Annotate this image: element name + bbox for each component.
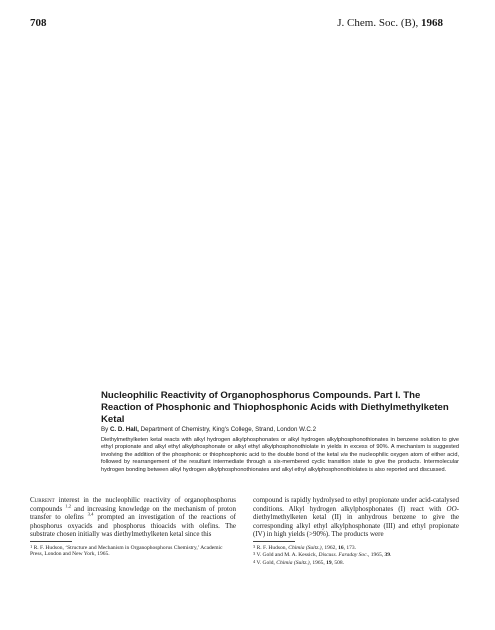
body-column-right <box>253 496 459 566</box>
footnote-pages: . <box>389 552 392 559</box>
footnote-number: 3 <box>253 551 256 557</box>
footnote-number: 4 <box>253 558 256 564</box>
body-text: prompted an investigation of the reactions of phosphorus oxyacids and phosphorus thioacids with olefins. The substrate chosen initially was diethylmethylketen ketal since this <box>30 513 237 538</box>
footnote-year: , 1965, <box>367 552 385 559</box>
footnote-author: V. Gold and M. A. Kessick, <box>256 552 319 559</box>
footnote-journal: Chimia (Suitz.) <box>276 559 310 566</box>
footnote-journal: Chimia (Suitz.) <box>288 544 322 551</box>
journal-reference <box>337 17 443 29</box>
footnote-number: 1 <box>30 543 33 549</box>
footnote-volume: 19 <box>326 559 332 566</box>
footnote-pages: , 173. <box>343 544 356 551</box>
footnote-year: , 1965, <box>309 559 327 566</box>
author-affiliation: Department of Chemistry, King's College, Strand, London W.C.2 <box>140 426 317 433</box>
continuation-paragraph <box>253 496 459 539</box>
italic-oo: OO <box>446 504 457 513</box>
journal-year: 1968 <box>421 17 443 29</box>
body-column-left <box>30 496 236 558</box>
reference-marker: 3,4 <box>87 511 94 517</box>
body-text: compound is rapidly hydrolysed to ethyl propionate under acid-catalysed conditions. Alkyl hydrogen alkylphosphonates (I) react with <box>253 496 459 513</box>
abstract-text-1: Diethylmethylketen ketal reacts with alkyl hydrogen alkylphosphonates or alkyl hydrogen alkylphosphonothionates in benzene solution to give ethyl propionate and alkyl ethyl alkylphosphonate or alkyl ethyl alkylphosphonothiolate in yields in excess of 90%. A mechanism is suggested involving the addition of the phosphonic or thiophosphonic acid to the double bond of the ketal <box>101 437 459 458</box>
body-text: and increasing knowledge on the mechanism of proton transfer to olefins <box>30 504 237 521</box>
abstract <box>101 437 459 474</box>
abstract-text-2: the nucleophilic oxygen atom of either acid, followed by rearrangement of the resultant intermediate through a six-membered cyclic transition state to give the products. Intermolecular hydrogen bonding between alkyl hydrogen alkylphosphonothionates and alkyl ethyl alkylphosphonothiolates is also reported and discussed. <box>101 451 459 473</box>
byline-prefix: By <box>101 426 110 433</box>
byline <box>101 426 461 434</box>
intro-paragraph <box>30 496 236 539</box>
dropcap-word: Current <box>30 496 55 504</box>
reference-marker: 1,2 <box>65 503 72 509</box>
footnote <box>253 544 459 552</box>
body-text: -diethylmethylketen ketal (II) in anhydrous benzene to give the corresponding alkyl ethyl alkylphosphonate (III) and ethyl propionate (IV) in high yields (>90%). The products were <box>253 504 459 538</box>
author-name: C. D. Hall, <box>109 426 139 433</box>
footnote <box>30 544 236 558</box>
abstract-italic-via: via <box>340 451 348 458</box>
footnote <box>253 559 459 567</box>
footnote-author: V. Gold, <box>256 559 277 566</box>
journal-name: J. Chem. Soc. (B), <box>337 17 419 29</box>
footnote-pages: , 508. <box>331 559 344 566</box>
body-text: interest in the nucleophilic reactivity of organophosphorus compounds <box>30 496 236 513</box>
footnote-number: 3 <box>253 543 256 549</box>
footnote-text: R. F. Hudson, ‘Structure and Mechanism in Organophosphorus Chemistry,’ Academic Press, London and New York, 1965. <box>30 544 223 558</box>
footnote-volume: 39 <box>384 552 390 559</box>
footnote-divider <box>253 541 295 542</box>
page-number: 708 <box>30 17 47 29</box>
footnote <box>253 551 459 559</box>
footnote-divider <box>30 541 72 542</box>
footnote-author: R. F. Hudson, <box>256 544 289 551</box>
footnote-journal: Discuss. Faraday Soc. <box>318 552 368 559</box>
footnote-volume: 16 <box>338 544 344 551</box>
article-title: Nucleophilic Reactivity of Organophosphorus Compounds. Part I. The Reaction of Phosphonic and Thiophosphonic Acids with Diethylmethylketen Ketal <box>101 390 449 425</box>
footnote-year: , 1962, <box>321 544 339 551</box>
